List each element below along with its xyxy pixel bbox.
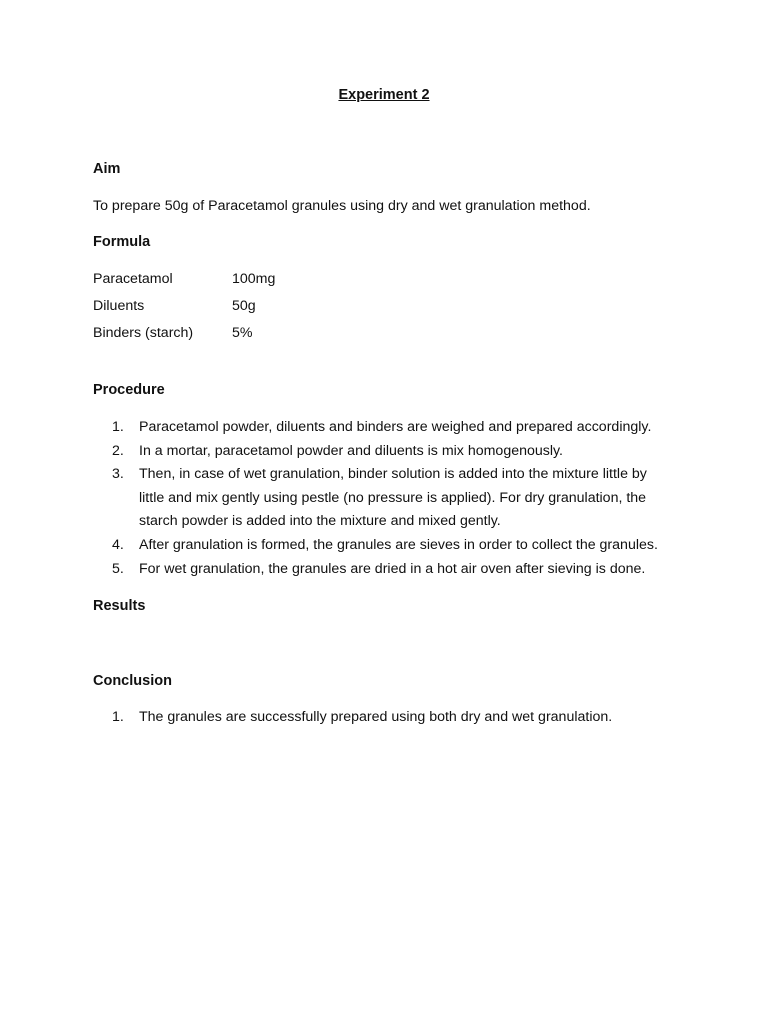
results-heading: Results [93,598,146,614]
page-title: Experiment 2 [338,87,430,103]
conclusion-item [112,706,672,730]
step-text: For wet granulation, the granules are dried in a hot air oven after sieving is done. [139,560,646,577]
procedure-step [112,558,672,582]
step-text: In a mortar, paracetamol powder and diluents is mix homogenously. [139,442,564,459]
formula-ingredient: Paracetamol [93,271,173,287]
step-number: 2. [112,442,124,459]
item-number: 1. [112,709,124,725]
item-text: The granules are successfully prepared using both dry and wet granulation. [139,709,613,725]
step-number: 4. [112,536,124,553]
step-number: 5. [112,560,124,577]
formula-ingredient: Diluents [93,298,145,314]
step-number: 3. [112,466,124,483]
formula-amount: 5% [232,325,253,341]
procedure-heading: Procedure [93,382,165,398]
procedure-step [112,440,672,464]
step-text: After granulation is formed, the granules are sieves in order to collect the granules. [139,536,658,553]
aim-text: To prepare 50g of Paracetamol granules using dry and wet granulation method. [93,198,591,214]
formula-ingredient: Binders (starch) [93,325,194,341]
procedure-step [112,463,672,534]
step-text: Then, in case of wet granulation, binder solution is added into the mixture little by little and mix gently using pestle (no pressure is applied). For dry granulation, the starch powder is added into the mixture and mixed gently. [139,466,647,530]
step-number: 1. [112,419,124,435]
formula-amount: 100mg [232,271,276,287]
conclusion-list [112,706,672,730]
procedure-list [112,416,672,581]
formula-heading: Formula [93,234,151,250]
step-text: Paracetamol powder, diluents and binders are weighed and prepared accordingly. [139,419,652,435]
formula-amount: 50g [232,298,256,314]
aim-heading: Aim [93,161,121,177]
procedure-step [112,534,672,558]
conclusion-heading: Conclusion [93,673,172,689]
procedure-step [112,416,672,440]
